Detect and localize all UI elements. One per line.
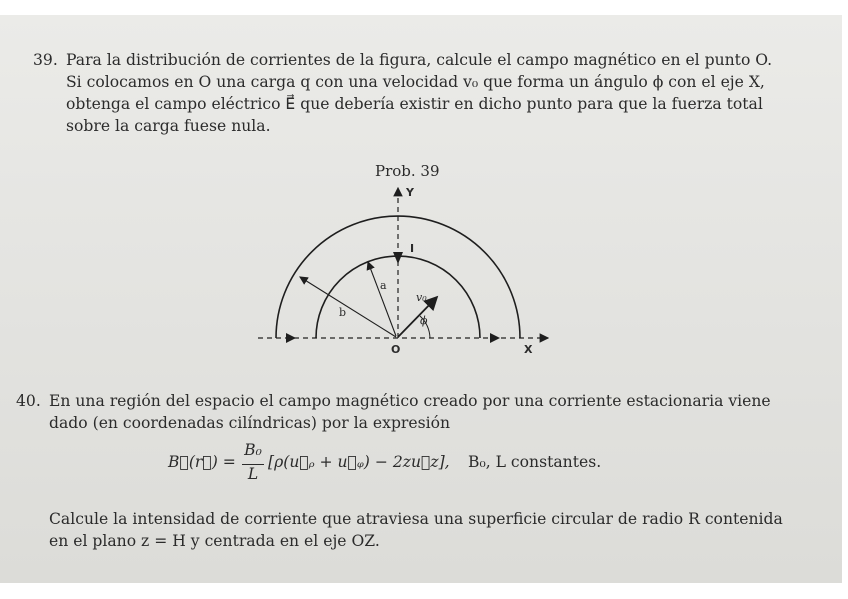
x-axis-label: X: [524, 343, 533, 356]
radius-a-line: [368, 262, 396, 336]
origin-label: O: [391, 343, 401, 356]
current-arrow-left: [286, 333, 296, 343]
problem-40-intro-line-2: dado (en coordenadas cilíndricas) por la expresión: [49, 414, 451, 432]
figure-title: Prob. 39: [375, 162, 440, 180]
current-label: I: [410, 242, 415, 255]
radius-b-label: b: [339, 306, 347, 319]
formula-constants: B₀, L constantes.: [468, 453, 602, 471]
problem-39-line-2: Si colocamos en O una carga q con una velocidad v₀ que forma un ángulo ϕ con el eje X,: [66, 73, 765, 91]
formula-rhs: [ρ(u⃗ᵨ + u⃗ᵩ) − 2zu⃗z],: [268, 453, 450, 471]
problem-39-line-4: sobre la carga fuese nula.: [66, 117, 271, 135]
current-arrow-top: [393, 252, 403, 264]
formula-numerator: B₀: [244, 441, 262, 459]
angle-label: ϕ: [420, 314, 428, 327]
problem-40-question-line-1: Calcule la intensidad de corriente que atraviesa una superficie circular de radio R contenida: [49, 510, 783, 528]
problem-40-number: 40.: [16, 392, 41, 410]
problem-39-line-3: obtenga el campo eléctrico E⃗ que debería existir en dicho punto para que la fuerza total: [66, 95, 763, 113]
problem-39-number: 39.: [33, 51, 58, 69]
current-arrow-right: [490, 333, 500, 343]
y-axis-label: Y: [406, 186, 414, 199]
radius-a-label: a: [380, 279, 387, 292]
velocity-label: v₀: [416, 291, 427, 304]
formula-denominator: L: [247, 465, 259, 483]
problem-39-line-1: Para la distribución de corrientes de la figura, calcule el campo magnético en el punto O.: [66, 51, 773, 69]
problem-40-intro-line-1: En una región del espacio el campo magnético creado por una corriente estacionaria viene: [49, 392, 771, 410]
formula-lhs: B⃗(r⃗) =: [168, 453, 236, 471]
problem-40-question-line-2: en el plano z = H y centrada en el eje OZ.: [49, 532, 380, 550]
